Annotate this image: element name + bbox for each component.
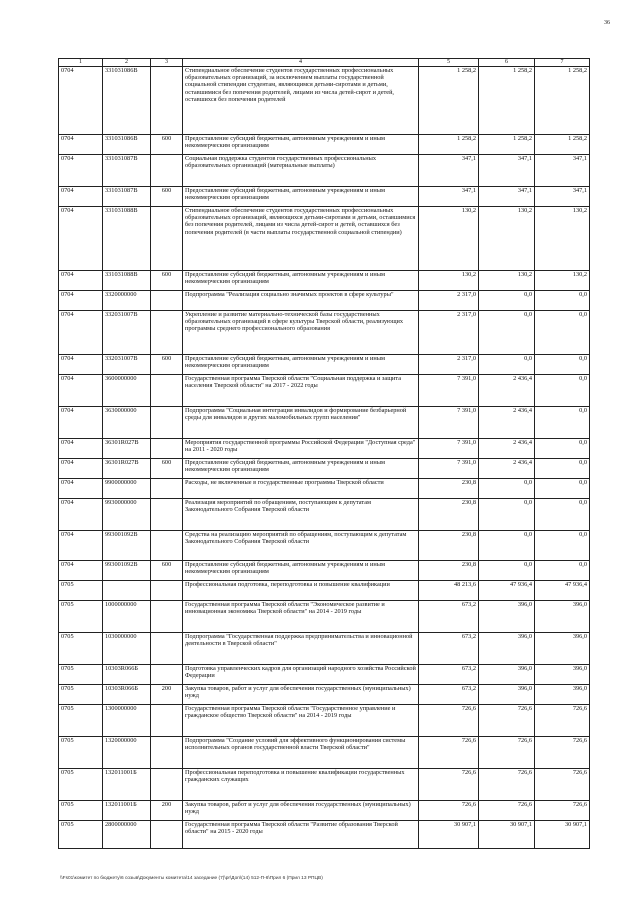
amount-col6-cell: 47 936,4 <box>479 581 535 601</box>
expense-type-cell: 600 <box>151 561 183 581</box>
amount-col5-cell: 230,8 <box>419 561 479 581</box>
amount-col6-cell: 396,0 <box>479 601 535 633</box>
table-row <box>59 439 590 459</box>
amount-col7-cell: 1 258,2 <box>535 67 590 135</box>
amount-col7-cell: 47 936,4 <box>535 581 590 601</box>
target-article-cell: 1030000000 <box>103 633 151 665</box>
target-article-cell: 1300000000 <box>103 705 151 737</box>
expense-type-cell <box>151 705 183 737</box>
expense-type-cell <box>151 769 183 801</box>
description-cell: Расходы, не включенные в государственные программы Тверской области <box>183 479 419 499</box>
table-row <box>59 499 590 531</box>
amount-col7-cell: 396,0 <box>535 601 590 633</box>
table-row <box>59 633 590 665</box>
expense-type-cell <box>151 291 183 311</box>
expense-type-cell <box>151 633 183 665</box>
amount-col5-cell: 230,8 <box>419 479 479 499</box>
amount-col6-cell: 726,6 <box>479 737 535 769</box>
amount-col6-cell: 0,0 <box>479 355 535 375</box>
amount-col6-cell: 2 436,4 <box>479 407 535 439</box>
table-row <box>59 291 590 311</box>
amount-col6-cell: 396,0 <box>479 633 535 665</box>
section-code-cell: 0705 <box>59 581 103 601</box>
expense-type-cell <box>151 479 183 499</box>
expense-type-cell <box>151 581 183 601</box>
section-code-cell: 0704 <box>59 439 103 459</box>
amount-col7-cell: 0,0 <box>535 499 590 531</box>
amount-col7-cell: 726,6 <box>535 801 590 821</box>
amount-col7-cell: 0,0 <box>535 311 590 355</box>
target-article-cell: 332031007В <box>103 355 151 375</box>
table-row <box>59 67 590 135</box>
table-row <box>59 479 590 499</box>
amount-col7-cell: 0,0 <box>535 407 590 439</box>
section-code-cell: 0704 <box>59 135 103 155</box>
table-row <box>59 561 590 581</box>
table-row <box>59 135 590 155</box>
target-article-cell: 9900000000 <box>103 479 151 499</box>
expense-type-cell: 200 <box>151 801 183 821</box>
table-row <box>59 581 590 601</box>
expense-type-cell: 600 <box>151 271 183 291</box>
amount-col6-cell: 2 436,4 <box>479 375 535 407</box>
amount-col5-cell: 673,2 <box>419 685 479 705</box>
table-row <box>59 187 590 207</box>
target-article-cell: 993001092В <box>103 531 151 561</box>
description-cell: Государственная программа Тверской области "Развитие образования Тверской области" на 2015 - 2020 годы <box>183 821 419 849</box>
table-row <box>59 821 590 849</box>
amount-col7-cell: 0,0 <box>535 459 590 479</box>
amount-col5-cell: 347,1 <box>419 155 479 187</box>
amount-col7-cell: 347,1 <box>535 187 590 207</box>
description-cell: Предоставление субсидий бюджетным, автономным учреждениям и иным некоммерческим организациям <box>183 135 419 155</box>
expense-type-cell <box>151 737 183 769</box>
table-row <box>59 769 590 801</box>
amount-col7-cell: 726,6 <box>535 769 590 801</box>
target-article-cell: 2800000000 <box>103 821 151 849</box>
table-row <box>59 207 590 271</box>
section-code-cell: 0705 <box>59 769 103 801</box>
amount-col5-cell: 30 907,1 <box>419 821 479 849</box>
target-article-cell: 331031086В <box>103 67 151 135</box>
section-code-cell: 0704 <box>59 187 103 207</box>
description-cell: Предоставление субсидий бюджетным, автономным учреждениям и иным некоммерческим организациям <box>183 459 419 479</box>
header-cell: 7 <box>535 59 590 67</box>
amount-col7-cell: 130,2 <box>535 271 590 291</box>
expense-type-cell <box>151 207 183 271</box>
header-cell: 4 <box>183 59 419 67</box>
amount-col7-cell: 0,0 <box>535 479 590 499</box>
amount-col5-cell: 726,6 <box>419 705 479 737</box>
section-code-cell: 0705 <box>59 633 103 665</box>
description-cell: Укрепление и развитие материально-технической базы государственных образовательных организаций в сфере культуры Тверской области, реализующих программы среднего профессионального образования <box>183 311 419 355</box>
target-article-cell: 993001092В <box>103 561 151 581</box>
amount-col6-cell: 347,1 <box>479 155 535 187</box>
description-cell: Закупка товаров, работ и услуг для обеспечения государственных (муниципальных) нужд <box>183 685 419 705</box>
table-row <box>59 665 590 685</box>
description-cell: Стипендиальное обеспечение студентов государственных профессиональных образовательных организаций, за исключением выплаты государственной социальной стипендии студентам, являющимся детьми-сиротами и детьми, оставшимися без попечения родителей, лицами из числа детей-сирот и детей, оставшихся без попечения родителей <box>183 67 419 135</box>
description-cell: Подпрограмма "Социальная интеграция инвалидов и формирование безбарьерной среды для инвалидов и других маломобильных групп населения" <box>183 407 419 439</box>
section-code-cell: 0704 <box>59 561 103 581</box>
table-row <box>59 155 590 187</box>
expense-type-cell <box>151 665 183 685</box>
amount-col5-cell: 2 317,0 <box>419 291 479 311</box>
amount-col5-cell: 1 258,2 <box>419 135 479 155</box>
section-code-cell: 0704 <box>59 207 103 271</box>
expense-type-cell: 600 <box>151 459 183 479</box>
description-cell: Предоставление субсидий бюджетным, автономным учреждениям и иным некоммерческим организациям <box>183 271 419 291</box>
amount-col6-cell: 0,0 <box>479 311 535 355</box>
section-code-cell: 0705 <box>59 821 103 849</box>
header-cell: 5 <box>419 59 479 67</box>
amount-col6-cell: 0,0 <box>479 479 535 499</box>
description-cell: Социальная поддержка студентов государственных профессиональных образовательных организаций (материальные выплаты) <box>183 155 419 187</box>
amount-col6-cell: 726,6 <box>479 769 535 801</box>
header-cell: 6 <box>479 59 535 67</box>
description-cell: Стипендиальное обеспечение студентов государственных профессиональных образовательных организаций, являющихся детьми-сиротами и детьми, оставшимися без попечения родителей, лицами из числа детей-сирот и детей, оставшихся без попечения родителей (в части выплаты государственной социальной стипендии) <box>183 207 419 271</box>
amount-col6-cell: 726,6 <box>479 705 535 737</box>
table-row <box>59 407 590 439</box>
table-row <box>59 311 590 355</box>
amount-col7-cell: 30 907,1 <box>535 821 590 849</box>
amount-col7-cell: 347,1 <box>535 155 590 187</box>
target-article-cell: 10303R066Б <box>103 685 151 705</box>
section-code-cell: 0704 <box>59 355 103 375</box>
section-code-cell: 0705 <box>59 665 103 685</box>
section-code-cell: 0704 <box>59 155 103 187</box>
amount-col6-cell: 726,6 <box>479 801 535 821</box>
header-cell: 1 <box>59 59 103 67</box>
amount-col6-cell: 130,2 <box>479 271 535 291</box>
description-cell: Предоставление субсидий бюджетным, автономным учреждениям и иным некоммерческим организациям <box>183 187 419 207</box>
target-article-cell: 3630000000 <box>103 407 151 439</box>
section-code-cell: 0704 <box>59 311 103 355</box>
description-cell: Закупка товаров, работ и услуг для обеспечения государственных (муниципальных) нужд <box>183 801 419 821</box>
amount-col5-cell: 673,2 <box>419 665 479 685</box>
amount-col6-cell: 0,0 <box>479 291 535 311</box>
expense-type-cell <box>151 67 183 135</box>
header-cell: 3 <box>151 59 183 67</box>
amount-col7-cell: 0,0 <box>535 355 590 375</box>
table-row <box>59 601 590 633</box>
target-article-cell: 332031007В <box>103 311 151 355</box>
section-code-cell: 0705 <box>59 685 103 705</box>
expense-type-cell <box>151 601 183 633</box>
file-path-footer: \\Fs01\комитет по бюджету\6 созыв\Документы комитета\14 заседание (7)\pr\Доп\(14) 512-П-6\Прил 6 (Прил 13 РПЦВ) <box>60 876 323 881</box>
target-article-cell: 1320000000 <box>103 737 151 769</box>
amount-col7-cell: 396,0 <box>535 665 590 685</box>
amount-col5-cell: 726,6 <box>419 801 479 821</box>
amount-col5-cell: 1 258,2 <box>419 67 479 135</box>
description-cell: Реализация мероприятий по обращениям, поступающим к депутатам Законодательного Собрания Тверской области <box>183 499 419 531</box>
target-article-cell: 331031087В <box>103 187 151 207</box>
amount-col5-cell: 726,6 <box>419 769 479 801</box>
amount-col7-cell: 1 258,2 <box>535 135 590 155</box>
amount-col6-cell: 0,0 <box>479 499 535 531</box>
target-article-cell: 36301R027В <box>103 439 151 459</box>
target-article-cell: 10303R066Б <box>103 665 151 685</box>
amount-col6-cell: 396,0 <box>479 665 535 685</box>
amount-col6-cell: 1 258,2 <box>479 135 535 155</box>
description-cell: Государственная программа Тверской области "Государственное управление и гражданское общество Тверской области" на 2014 - 2019 годы <box>183 705 419 737</box>
amount-col5-cell: 230,8 <box>419 499 479 531</box>
section-code-cell: 0705 <box>59 737 103 769</box>
target-article-cell: 3600000000 <box>103 375 151 407</box>
expense-type-cell <box>151 311 183 355</box>
amount-col5-cell: 673,2 <box>419 601 479 633</box>
amount-col5-cell: 2 317,0 <box>419 311 479 355</box>
target-article-cell: 331031087В <box>103 155 151 187</box>
amount-col5-cell: 48 213,6 <box>419 581 479 601</box>
section-code-cell: 0704 <box>59 531 103 561</box>
amount-col7-cell: 0,0 <box>535 375 590 407</box>
amount-col7-cell: 396,0 <box>535 685 590 705</box>
table-row <box>59 705 590 737</box>
expense-type-cell <box>151 375 183 407</box>
target-article-cell <box>103 581 151 601</box>
description-cell: Государственная программа Тверской области "Экономическое развитие и инновационная экономика Тверской области" на 2014 - 2019 годы <box>183 601 419 633</box>
table-row <box>59 737 590 769</box>
description-cell: Мероприятия государственной программы Российской Федерации "Доступная среда" на 2011 - 2020 годы <box>183 439 419 459</box>
description-cell: Предоставление субсидий бюджетным, автономным учреждениям и иным некоммерческим организациям <box>183 355 419 375</box>
header-cell: 2 <box>103 59 151 67</box>
target-article-cell: 3320000000 <box>103 291 151 311</box>
description-cell: Подпрограмма "Государственная поддержка предпринимательства и инновационной деятельности в Тверской области" <box>183 633 419 665</box>
description-cell: Подпрограмма "Реализация социально значимых проектов в сфере культуры" <box>183 291 419 311</box>
amount-col7-cell: 0,0 <box>535 561 590 581</box>
amount-col7-cell: 726,6 <box>535 705 590 737</box>
page-number: 36 <box>604 20 610 26</box>
budget-table <box>58 58 590 849</box>
section-code-cell: 0704 <box>59 375 103 407</box>
target-article-cell: 1000000000 <box>103 601 151 633</box>
description-cell: Государственная программа Тверской области "Социальная поддержка и защита населения Тверской области" на 2017 - 2022 годы <box>183 375 419 407</box>
table-row <box>59 271 590 291</box>
amount-col7-cell: 130,2 <box>535 207 590 271</box>
section-code-cell: 0704 <box>59 499 103 531</box>
amount-col7-cell: 0,0 <box>535 291 590 311</box>
table-row <box>59 685 590 705</box>
amount-col5-cell: 726,6 <box>419 737 479 769</box>
target-article-cell: 132011001Б <box>103 801 151 821</box>
description-cell: Средства на реализацию мероприятий по обращениям, поступающим к депутатам Законодательного Собрания Тверской области <box>183 531 419 561</box>
amount-col5-cell: 130,2 <box>419 271 479 291</box>
section-code-cell: 0704 <box>59 291 103 311</box>
amount-col6-cell: 30 907,1 <box>479 821 535 849</box>
description-cell: Профессиональная подготовка, переподготовка и повышение квалификации <box>183 581 419 601</box>
amount-col6-cell: 347,1 <box>479 187 535 207</box>
section-code-cell: 0704 <box>59 459 103 479</box>
target-article-cell: 331031086В <box>103 135 151 155</box>
amount-col5-cell: 130,2 <box>419 207 479 271</box>
description-cell: Подготовка управленческих кадров для организаций народного хозяйства Российской Федерации <box>183 665 419 685</box>
amount-col5-cell: 230,8 <box>419 531 479 561</box>
amount-col6-cell: 130,2 <box>479 207 535 271</box>
amount-col6-cell: 1 258,2 <box>479 67 535 135</box>
amount-col5-cell: 673,2 <box>419 633 479 665</box>
table-row <box>59 459 590 479</box>
amount-col5-cell: 7 391,0 <box>419 439 479 459</box>
amount-col6-cell: 0,0 <box>479 531 535 561</box>
table-row <box>59 375 590 407</box>
amount-col5-cell: 7 391,0 <box>419 407 479 439</box>
amount-col7-cell: 396,0 <box>535 633 590 665</box>
section-code-cell: 0704 <box>59 407 103 439</box>
amount-col6-cell: 2 436,4 <box>479 459 535 479</box>
target-article-cell: 331031088В <box>103 207 151 271</box>
amount-col7-cell: 0,0 <box>535 531 590 561</box>
section-code-cell: 0705 <box>59 601 103 633</box>
description-cell: Предоставление субсидий бюджетным, автономным учреждениям и иным некоммерческим организациям <box>183 561 419 581</box>
expense-type-cell <box>151 499 183 531</box>
amount-col7-cell: 726,6 <box>535 737 590 769</box>
expense-type-cell: 600 <box>151 187 183 207</box>
table-header-row <box>59 59 590 67</box>
amount-col7-cell: 0,0 <box>535 439 590 459</box>
amount-col5-cell: 7 391,0 <box>419 459 479 479</box>
section-code-cell: 0704 <box>59 271 103 291</box>
expense-type-cell <box>151 821 183 849</box>
amount-col6-cell: 0,0 <box>479 561 535 581</box>
table-row <box>59 801 590 821</box>
table-row <box>59 531 590 561</box>
amount-col6-cell: 2 436,4 <box>479 439 535 459</box>
target-article-cell: 36301R027В <box>103 459 151 479</box>
amount-col6-cell: 396,0 <box>479 685 535 705</box>
target-article-cell: 132011001Б <box>103 769 151 801</box>
expense-type-cell <box>151 407 183 439</box>
expense-type-cell: 600 <box>151 355 183 375</box>
expense-type-cell <box>151 155 183 187</box>
expense-type-cell: 600 <box>151 135 183 155</box>
amount-col5-cell: 347,1 <box>419 187 479 207</box>
expense-type-cell: 200 <box>151 685 183 705</box>
table-row <box>59 355 590 375</box>
amount-col5-cell: 2 317,0 <box>419 355 479 375</box>
amount-col5-cell: 7 391,0 <box>419 375 479 407</box>
target-article-cell: 331031088В <box>103 271 151 291</box>
section-code-cell: 0704 <box>59 67 103 135</box>
description-cell: Подпрограмма "Создание условий для эффективного функционирования системы исполнительных органов государственной власти Тверской области" <box>183 737 419 769</box>
section-code-cell: 0705 <box>59 801 103 821</box>
expense-type-cell <box>151 439 183 459</box>
section-code-cell: 0705 <box>59 705 103 737</box>
target-article-cell: 9930000000 <box>103 499 151 531</box>
section-code-cell: 0704 <box>59 479 103 499</box>
expense-type-cell <box>151 531 183 561</box>
description-cell: Профессиональная переподготовка и повышение квалификации государственных гражданских служащих <box>183 769 419 801</box>
